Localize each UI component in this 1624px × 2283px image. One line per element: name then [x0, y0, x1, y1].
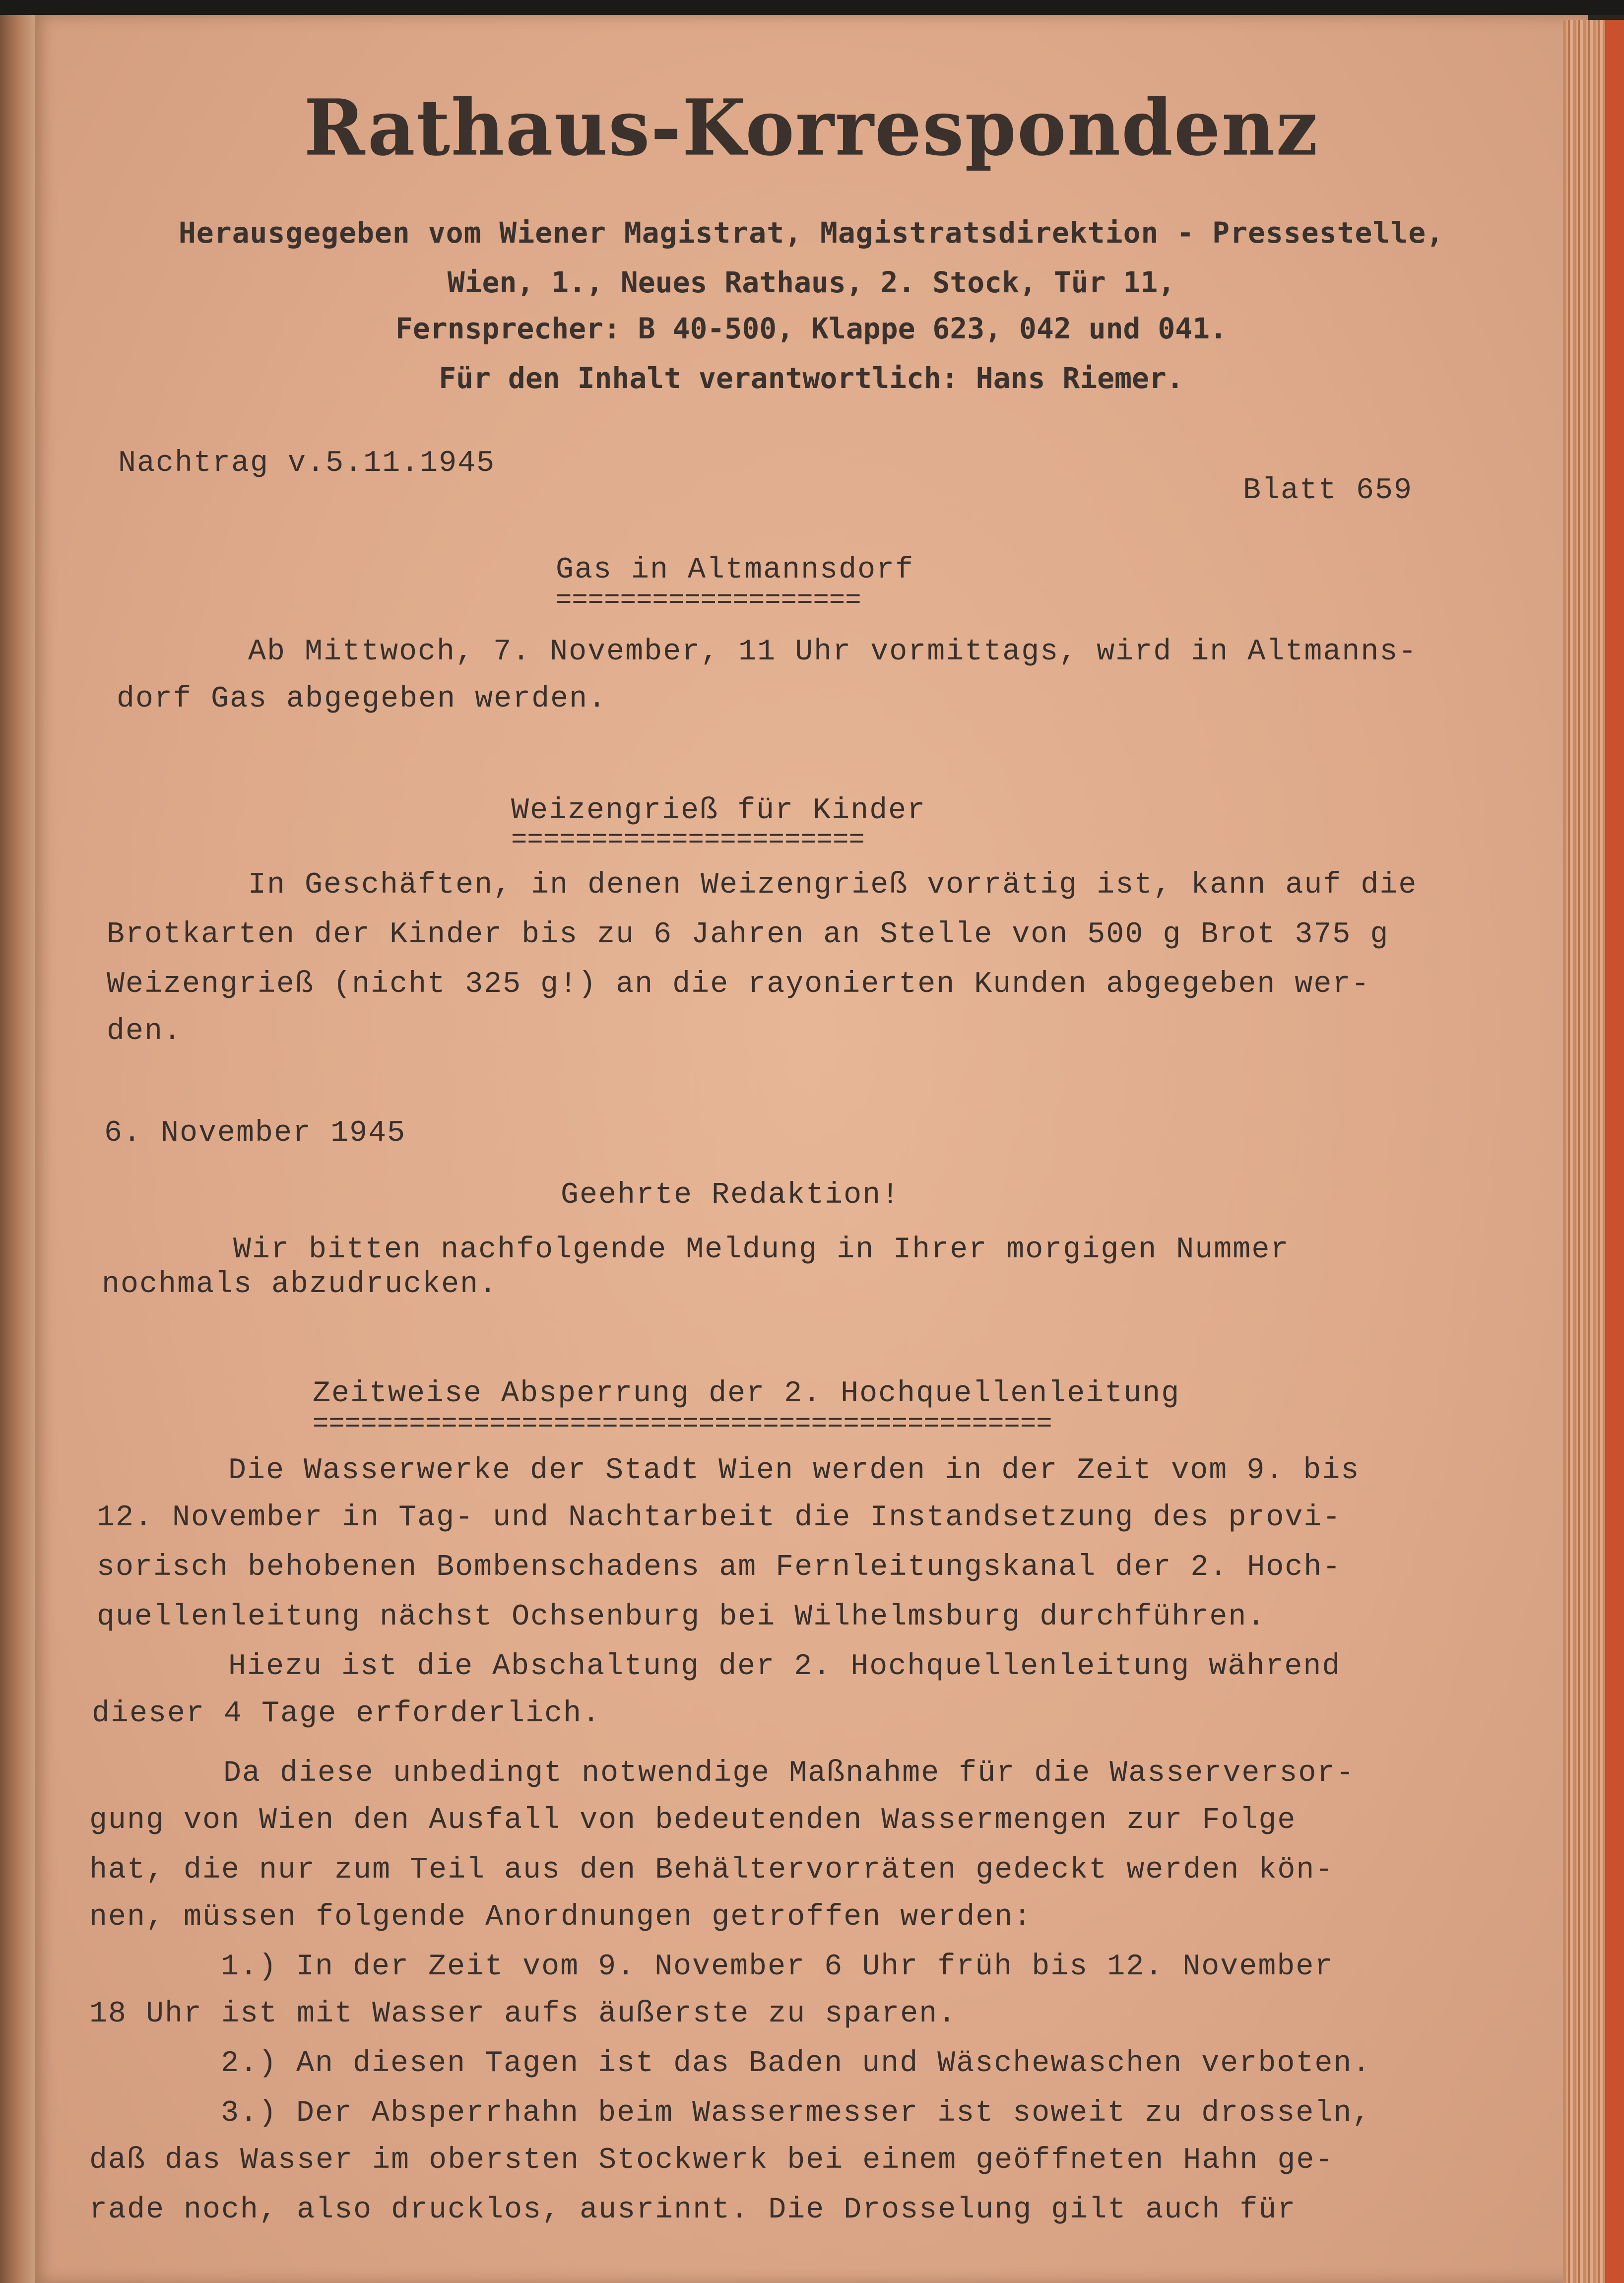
notice-greeting: Geehrte Redaktion! — [561, 1178, 901, 1212]
article-line: den. — [107, 1015, 183, 1048]
masthead-publisher-line: Herausgegeben vom Wiener Magistrat, Magistratsdirektion - Pressestelle, — [178, 216, 1444, 250]
article-title-wasser: Zeitweise Absperrung der 2. Hochquellenleitung — [313, 1377, 1180, 1411]
article-line: 12. November in Tag- und Nachtarbeit die Instandsetzung des provi- — [97, 1501, 1342, 1535]
article-title-underline: =================== — [556, 586, 861, 616]
article-line: 18 Uhr ist mit Wasser aufs äußerste zu sparen. — [89, 1997, 957, 2031]
ordinance-item-3: 3.) Der Absperrhahn beim Wassermesser ist soweit zu drosseln, — [221, 2096, 1371, 2130]
article-title-gas: Gas in Altmannsdorf — [556, 553, 914, 587]
article-line: quellenleitung nächst Ochsenburg bei Wilhelmsburg durchführen. — [97, 1600, 1266, 1634]
nachtrag-date: Nachtrag v.5.11.1945 — [118, 447, 496, 480]
article-line: Ab Mittwoch, 7. November, 11 Uhr vormittags, wird in Altmanns- — [248, 635, 1418, 669]
article-line: gung von Wien den Ausfall von bedeutenden Wassermengen zur Folge — [89, 1804, 1297, 1837]
article-line: dieser 4 Tage erforderlich. — [92, 1697, 601, 1731]
document-page — [35, 15, 1588, 2283]
article-line: dorf Gas abgegeben werden. — [117, 682, 607, 716]
article-line: In Geschäften, in denen Weizengrieß vorrätig ist, kann auf die — [248, 868, 1418, 902]
article-title-weizen: Weizengrieß für Kinder — [511, 794, 926, 828]
article-line: rade noch, also drucklos, ausrinnt. Die Drosselung gilt auch für — [89, 2193, 1297, 2227]
masthead-responsible-line: Für den Inhalt verantwortlich: Hans Riemer. — [439, 361, 1184, 395]
article-title-underline: ====================== — [511, 825, 865, 855]
article-line: Hiezu ist die Abschaltung der 2. Hochquellenleitung während — [228, 1650, 1341, 1684]
article-line: sorisch behobenen Bombenschadens am Fernleitungskanal der 2. Hoch- — [97, 1551, 1342, 1584]
ordinance-item-2: 2.) An diesen Tagen ist das Baden und Wäschewaschen verboten. — [221, 2047, 1371, 2081]
article-title-underline: ============================================== — [313, 1409, 1052, 1439]
masthead-phone-line: Fernsprecher: B 40-500, Klappe 623, 042 und 041. — [395, 312, 1228, 345]
notice-line: Wir bitten nachfolgende Meldung in Ihrer morgigen Nummer — [233, 1233, 1290, 1267]
article-line: Brotkarten der Kinder bis zu 6 Jahren an Stelle von 500 g Brot 375 g — [107, 918, 1389, 952]
article-line: Da diese unbedingt notwendige Maßnahme für die Wasserversor- — [223, 1757, 1355, 1790]
notice-date: 6. November 1945 — [104, 1116, 406, 1150]
masthead-title: Rathaus-Korrespondenz — [304, 82, 1319, 173]
scan-top-border — [0, 0, 1624, 15]
book-binding-edge — [0, 15, 35, 2283]
article-line: Die Wasserwerke der Stadt Wien werden in der Zeit vom 9. bis — [228, 1454, 1360, 1488]
ordinance-item-1: 1.) In der Zeit vom 9. November 6 Uhr früh bis 12. November — [221, 1950, 1334, 1984]
sheet-number: Blatt 659 — [1243, 474, 1413, 508]
article-line: Weizengrieß (nicht 325 g!) an die rayonierten Kunden abgegeben wer- — [107, 968, 1370, 1001]
article-line: daß das Wasser im obersten Stockwerk bei einem geöffneten Hahn ge- — [89, 2144, 1334, 2177]
notice-line: nochmals abzudrucken. — [102, 1268, 498, 1302]
article-line: hat, die nur zum Teil aus den Behältervorräten gedeckt werden kön- — [89, 1853, 1334, 1887]
article-line: nen, müssen folgende Anordnungen getroffen werden: — [89, 1900, 1033, 1934]
page-stack-edge — [1563, 20, 1624, 2283]
masthead-address-line: Wien, 1., Neues Rathaus, 2. Stock, Tür 11, — [447, 265, 1175, 299]
